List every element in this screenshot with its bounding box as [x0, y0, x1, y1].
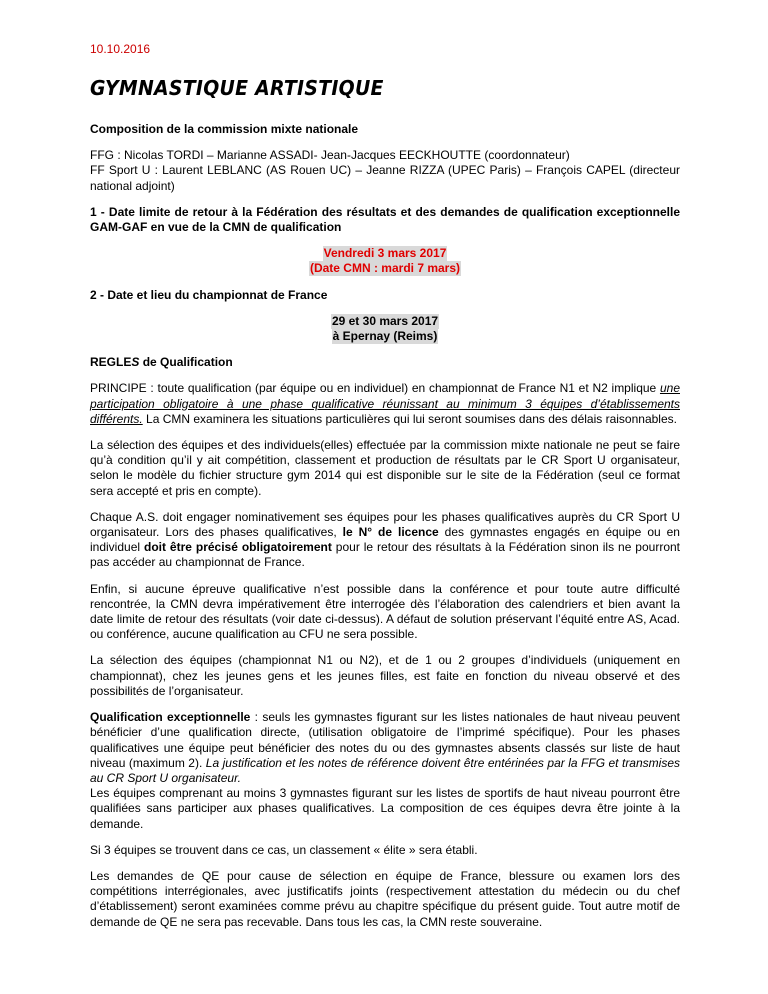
- rules-selection: La sélection des équipes et des individuels(elles) effectuée par la commission mixte nationale ne peut se faire qu’à condition qu’il y ait compétition, classement et production de résultats par le CR Sport U organisateur, selon le modèle du fichier structure gym 2014 qui est disponible sur le site de la Fédération (seul ce format sera accepté et pris en compte).: [90, 438, 680, 498]
- section2-date-line1: 29 et 30 mars 2017: [331, 313, 439, 328]
- commission-ffsu: FF Sport U : Laurent LEBLANC (AS Rouen UC) – Jeanne RIZZA (UPEC Paris) – François CAPEL (directeur national adjoint): [90, 163, 680, 193]
- qe-label: Qualification exceptionnelle: [90, 710, 251, 725]
- document-title: GYMNASTIQUE ARTISTIQUE: [90, 76, 384, 100]
- rules-demandes: Les demandes de QE pour cause de sélection en équipe de France, blessure ou examen lors des compétitions interrégionales, avec justificatifs joints (respectivement attestation du médecin ou du chef d’établissement) seront examinées comme prévu au chapitre spécifique du présent guide. Tout autre motif de demande de QE ne sera pas recevable. Dans tous les cas, la CMN reste souveraine.: [90, 868, 680, 929]
- rules-engagement: [90, 510, 680, 571]
- engagement-text: Chaque A.S. doit engager nominativement ses équipes pour les phases qualificatives auprès du CR Sport U organisateur. Lors des phases qualificatives,: [90, 509, 680, 540]
- commission-ffg: FFG : Nicolas TORDI – Marianne ASSADI- Jean-Jacques EECKHOUTTE (coordonnateur): [90, 148, 570, 163]
- rules-principe: [90, 381, 680, 427]
- engagement-text-end: pour le retour des résultats à la Fédération sinon ils ne pourront pas accéder au championnat de France.: [90, 540, 681, 570]
- rules-difficulte: Enfin, si aucune épreuve qualificative n’est possible dans la conférence et pour toute autre difficulté rencontrée, la CMN devra impérativement être interrogée dès l’élaboration des calendriers et bien avant la date limite de retour des résultats (voir date ci-dessus). A défaut de solution préservant l’équité entre AS, Acad. ou conférence, aucune qualification au CFU ne sera possible.: [90, 581, 680, 642]
- section2-dates: [90, 314, 680, 344]
- qe-text: : seuls les gymnastes figurant sur les listes nationales de haut niveau peuvent bénéficier d’une qualification directe, (utilisation obligatoire de l’imprimé spécifique). Pour les phases qualificatives une équipe peut bénéficier des notes du ou des gymnastes absents classés sur liste de haut niveau (maximum 2).: [90, 710, 681, 770]
- principe-text: PRINCIPE : toute qualification (par équipe ou en individuel) en championnat de France N1 et N2 implique: [90, 381, 660, 396]
- licence-emphasis: le N° de licence: [342, 525, 439, 540]
- engagement-text-mid: des gymnastes engagés en équipe ou en individuel: [90, 525, 680, 555]
- principe-emphasis: une participation obligatoire à une phase qualificative réunissant au minimum 3 équipes d’établissements différents.: [90, 381, 680, 426]
- section2-date-line2: à Epernay (Reims): [332, 329, 438, 344]
- rules-heading-rest: de Qualification: [139, 355, 233, 370]
- rules-qe: [90, 710, 680, 786]
- document-date: 10.10.2016: [90, 42, 151, 56]
- rules-qe-equipes: Les équipes comprenant au moins 3 gymnastes figurant sur les listes de sportifs de haut niveau pourront être qualifiées sans participer aux phases qualificatives. La composition de ces équipes devra être jointe à la demande.: [90, 786, 680, 831]
- section1-heading: 1 - Date limite de retour à la Fédération des résultats et des demandes de qualification exceptionnelle GAM-GAF en vue de la CMN de qualification: [90, 204, 680, 235]
- rules-heading-regle: REGLE: [90, 355, 132, 370]
- obligation-emphasis: doit être précisé obligatoirement: [143, 540, 332, 555]
- principe-text-end: La CMN examinera les situations particulières qui lui seront soumises dans des délais raisonnables.: [142, 411, 677, 426]
- rules-elite: Si 3 équipes se trouvent dans ce cas, un classement « élite » sera établi.: [90, 842, 478, 857]
- rules-heading-s: S: [131, 355, 140, 370]
- section1-date-line2: (Date CMN : mardi 7 mars): [309, 261, 461, 276]
- qe-italic: La justification et les notes de référence doivent être entérinées par la FFG et transmises au CR Sport U organisateur.: [90, 755, 680, 785]
- section1-dates: [90, 246, 680, 276]
- commission-heading: Composition de la commission mixte nationale: [90, 122, 359, 136]
- document-body: [90, 122, 680, 941]
- section2-heading: 2 - Date et lieu du championnat de France: [90, 287, 328, 302]
- rules-heading: [90, 355, 680, 370]
- rules-groupes: La sélection des équipes (championnat N1 ou N2), et de 1 ou 2 groupes d’individuels (uniquement en championnat), chez les jeunes gens et les jeunes filles, est faite en fonction du niveau observé et des possibilités de l’organisateur.: [90, 653, 680, 698]
- section1-date-line1: Vendredi 3 mars 2017: [323, 246, 447, 261]
